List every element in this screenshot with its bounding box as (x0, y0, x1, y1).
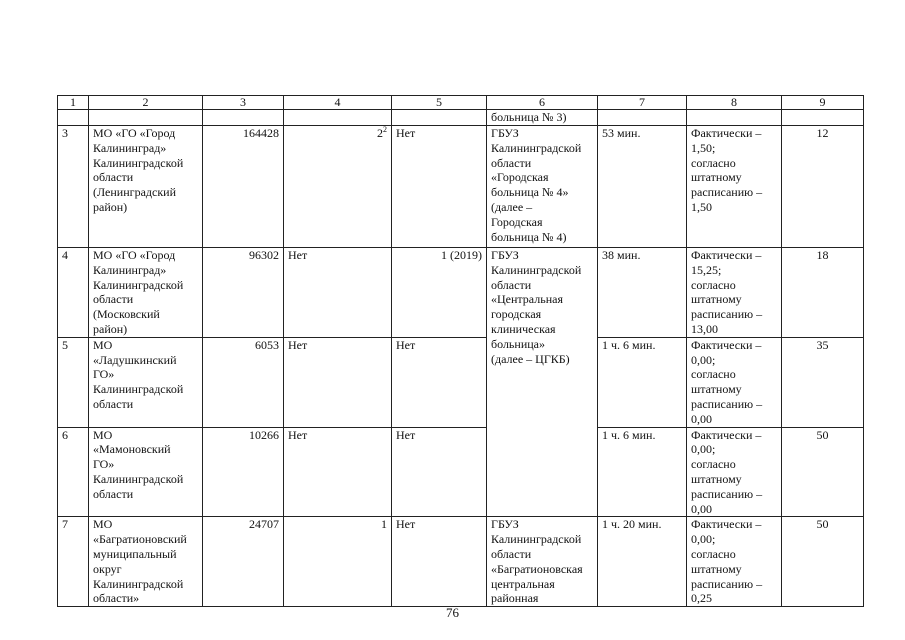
cell-line: 0,00; (691, 532, 716, 547)
cell-line: расписанию – (691, 185, 763, 200)
cell-line: Калининградской (491, 140, 582, 155)
new-slots-cell: 1 (2019) (392, 248, 487, 338)
slots-cell: Нет (284, 427, 392, 517)
new-slots-cell: Нет (392, 427, 487, 517)
cell-line: 1,50 (691, 199, 712, 214)
cell-line: расписанию – (691, 576, 763, 591)
cell-line: Городская (491, 214, 543, 229)
table-row (58, 427, 864, 517)
row-number: 6 (58, 427, 89, 517)
slots-value: 2 (377, 126, 383, 140)
cell-line: согласно (691, 155, 736, 170)
table-cell (284, 110, 392, 126)
cell-line: больница» (491, 336, 545, 351)
cell-line: муниципальный (93, 546, 177, 561)
slots-cell: 1 (284, 517, 392, 607)
table-cell (782, 110, 864, 126)
cell-line: городская (491, 307, 542, 322)
cell-line: Калининградской (93, 576, 184, 591)
time-cell: 53 мин. (598, 126, 687, 248)
table-row (58, 337, 864, 427)
cell-line: согласно (691, 367, 736, 382)
cell-line: области (93, 396, 134, 411)
cell-line: больница № 3) (491, 110, 567, 124)
cell-line: 0,00 (691, 411, 712, 426)
cell-line: ГБУЗ (491, 248, 519, 262)
row-number: 5 (58, 337, 89, 427)
cell-line: области (93, 292, 134, 307)
cell-line: Калининградской (491, 262, 582, 277)
cell-line: Фактически – (691, 248, 762, 262)
cell-line: «Городская (491, 170, 549, 185)
cell-line: Калининград» (93, 262, 167, 277)
cell-line: расписанию – (691, 396, 763, 411)
hospital-cell (487, 517, 598, 607)
header-cell: 1 (58, 96, 89, 110)
cell-line: штатному (691, 170, 742, 185)
cell-line: центральная (491, 576, 555, 591)
cell-line: Калининградской (93, 155, 184, 170)
staff-cell (687, 427, 782, 517)
cell-line: 0,00; (691, 442, 716, 457)
header-cell: 6 (487, 96, 598, 110)
col9-cell: 12 (782, 126, 864, 248)
footnote-mark: 2 (383, 125, 387, 134)
cell-line: области (491, 546, 532, 561)
new-slots-cell: Нет (392, 517, 487, 607)
cell-line: 0,00 (691, 501, 712, 516)
header-cell: 8 (687, 96, 782, 110)
cell-line: области (491, 155, 532, 170)
cell-line: МО «ГО «Город (93, 126, 176, 140)
cell-line: штатному (691, 382, 742, 397)
cell-line: район) (93, 199, 128, 214)
municipality-cell (89, 517, 203, 607)
header-cell: 5 (392, 96, 487, 110)
cell-line: области (93, 486, 134, 501)
table-cell (687, 110, 782, 126)
cell-line: «Центральная (491, 292, 563, 307)
cell-line: клиническая (491, 321, 556, 336)
cell-line: Калининградской (93, 382, 184, 397)
cell-line: области» (93, 591, 140, 606)
time-cell: 38 мин. (598, 248, 687, 338)
cell-line: МО (93, 427, 113, 442)
new-slots-cell: Нет (392, 337, 487, 427)
header-cell: 2 (89, 96, 203, 110)
continuation-row (58, 110, 864, 126)
cell-line: (далее – (491, 199, 533, 214)
cell-line: согласно (691, 277, 736, 292)
cell-line: округ (93, 561, 122, 576)
cell-line: (Московский (93, 307, 160, 322)
cell-line: Фактически – (691, 517, 762, 532)
cell-line: МО (93, 337, 113, 352)
cell-line: МО (93, 517, 113, 532)
header-cell: 9 (782, 96, 864, 110)
cell-line: 0,00; (691, 352, 716, 367)
cell-line: больница № 4» (491, 185, 569, 200)
hospital-cell (487, 110, 598, 126)
column-number-row (58, 96, 864, 110)
cell-line: ГБУЗ (491, 126, 519, 140)
staff-cell (687, 517, 782, 607)
municipality-cell (89, 427, 203, 517)
header-cell: 3 (203, 96, 284, 110)
time-cell: 1 ч. 6 мин. (598, 427, 687, 517)
cell-line: (Ленинградский (93, 185, 176, 200)
cell-line: «Багратионовская (491, 561, 583, 576)
cell-line: штатному (691, 561, 742, 576)
staff-cell (687, 337, 782, 427)
cell-line: «Ладушкинский (93, 352, 177, 367)
new-slots-cell: Нет (392, 126, 487, 248)
time-cell: 1 ч. 6 мин. (598, 337, 687, 427)
time-cell: 1 ч. 20 мин. (598, 517, 687, 607)
cell-line: «Мамоновский (93, 442, 171, 457)
cell-line: согласно (691, 546, 736, 561)
header-cell: 4 (284, 96, 392, 110)
slots-cell (284, 126, 392, 248)
cell-line: район) (93, 321, 128, 336)
table-cell (598, 110, 687, 126)
slots-cell: Нет (284, 337, 392, 427)
population-cell: 96302 (203, 248, 284, 338)
cell-line: области (491, 277, 532, 292)
col9-cell: 50 (782, 517, 864, 607)
cell-line: 13,00 (691, 321, 718, 336)
table-cell (89, 110, 203, 126)
cell-line: Калининградской (491, 532, 582, 547)
population-cell: 6053 (203, 337, 284, 427)
cell-line: согласно (691, 457, 736, 472)
staff-cell (687, 248, 782, 338)
cell-line: «Багратионовский (93, 532, 187, 547)
table-cell (203, 110, 284, 126)
header-cell: 7 (598, 96, 687, 110)
cell-line: Фактически – (691, 337, 762, 352)
cell-line: МО «ГО «Город (93, 248, 176, 262)
col9-cell: 50 (782, 427, 864, 517)
cell-line: ГБУЗ (491, 517, 519, 532)
col9-cell: 35 (782, 337, 864, 427)
page-number: 76 (446, 605, 459, 620)
cell-line: 0,25 (691, 591, 712, 606)
population-cell: 164428 (203, 126, 284, 248)
row-number: 4 (58, 248, 89, 338)
population-cell: 10266 (203, 427, 284, 517)
slots-cell: Нет (284, 248, 392, 338)
population-cell: 24707 (203, 517, 284, 607)
cell-line: ГО» (93, 457, 115, 472)
cell-line: штатному (691, 471, 742, 486)
cell-line: (далее – ЦГКБ) (491, 351, 570, 366)
table-row (58, 126, 864, 248)
cell-line: Калининградской (93, 471, 184, 486)
municipality-cell (89, 337, 203, 427)
cell-line: больница № 4) (491, 229, 567, 244)
cell-line: Фактически – (691, 126, 762, 140)
row-number: 7 (58, 517, 89, 607)
cell-line: расписанию – (691, 486, 763, 501)
cell-line: области (93, 170, 134, 185)
cell-line: расписанию – (691, 307, 763, 322)
hospital-cell (487, 248, 598, 517)
table-row (58, 517, 864, 607)
table-row (58, 248, 864, 338)
cell-line: штатному (691, 292, 742, 307)
cell-line: ГО» (93, 367, 115, 382)
cell-line: 1,50; (691, 140, 716, 155)
municipality-cell (89, 126, 203, 248)
cell-line: Фактически – (691, 427, 762, 442)
municipality-cell (89, 248, 203, 338)
cell-line: районная (491, 591, 539, 606)
table-cell (392, 110, 487, 126)
table-cell (58, 110, 89, 126)
staff-cell (687, 126, 782, 248)
row-number: 3 (58, 126, 89, 248)
col9-cell: 18 (782, 248, 864, 338)
hospital-cell (487, 126, 598, 248)
cell-line: Калининград» (93, 140, 167, 155)
cell-line: Калининградской (93, 277, 184, 292)
main-table (57, 95, 864, 607)
cell-line: 15,25; (691, 262, 722, 277)
